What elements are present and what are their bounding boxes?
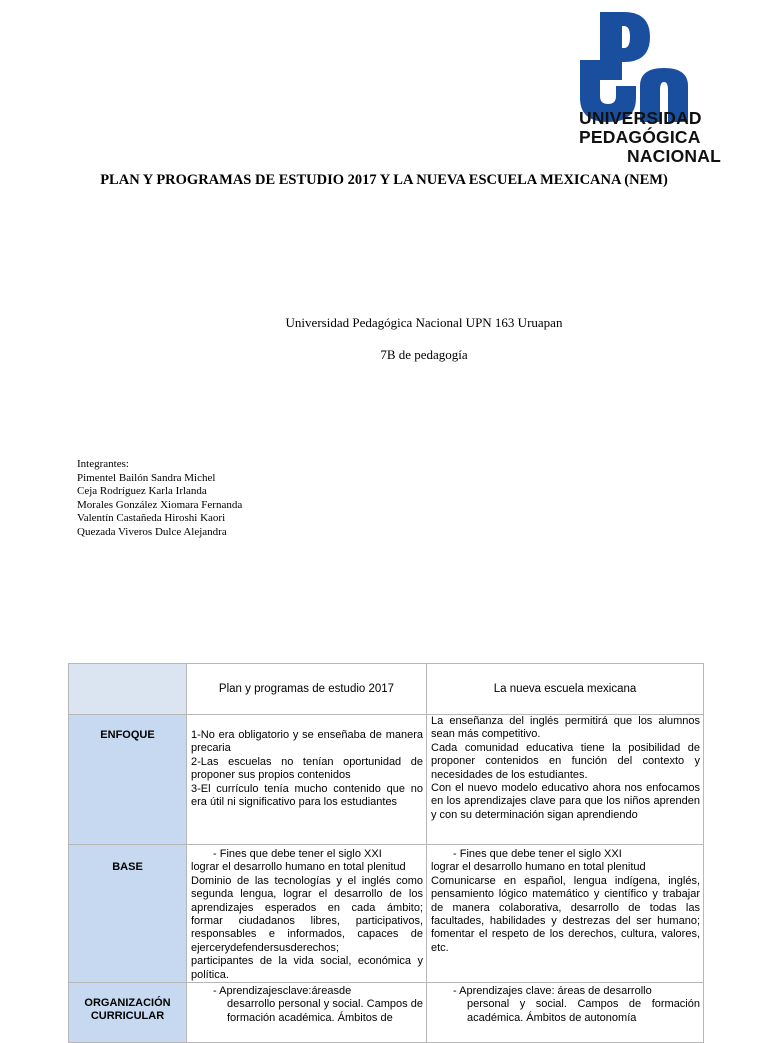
- logo-text-nacional: NACIONAL: [627, 146, 721, 166]
- member-name: Ceja Rodríguez Karla Irlanda: [77, 485, 207, 497]
- cell-base-plan: [187, 845, 427, 983]
- table-corner-cell: [69, 664, 187, 715]
- member-name: Pimentel Bailón Sandra Michel: [77, 471, 216, 484]
- group-name: 7B de pedagogía: [380, 347, 468, 362]
- upn-logo-mark: [578, 10, 763, 122]
- bullet-item: - Aprendizajesclave:áreasde: [213, 985, 352, 998]
- cell-enfoque-plan: [187, 715, 427, 845]
- cell-text: lograr el desarrollo humano en total plenitud: [191, 861, 406, 874]
- bullet-item: - Aprendizajes clave: áreas de desarrollo: [453, 985, 652, 998]
- table-row: [69, 845, 704, 983]
- table-row: [69, 983, 704, 1043]
- cell-organizacion-plan: [187, 983, 427, 1043]
- bullet-item: - Fines que debe tener el siglo XXI: [453, 848, 622, 860]
- header-plan-2017: Plan y programas de estudio 2017: [187, 664, 427, 715]
- table-row: [69, 715, 704, 845]
- upn-logo: [578, 10, 763, 170]
- logo-text-universidad: UNIVERSIDAD: [579, 108, 702, 128]
- cell-text: 3-El currículo tenía mucho contenido que no era útil ni significativo para los estudiantes: [191, 782, 423, 809]
- row-label-enfoque: [69, 715, 187, 845]
- cell-text: personal y social. Campos de formación académica. Ámbitos de autonomía: [467, 998, 700, 1024]
- cell-text: 1-No era obligatorio y se enseñaba de manera precaria: [191, 729, 423, 755]
- cell-text: 2-Las escuelas no tenían oportunidad de proponer sus propios contenidos: [191, 755, 423, 782]
- row-label-text: ORGANIZACIÓN CURRICULAR: [84, 997, 171, 1023]
- cell-text: Dominio de las tecnologías y el inglés como segunda lengua, lograr el desarrollo de los aprendizajes esperados en cada ámbito; formar ciudadanos libres, participativos, responsables e informados, capaces de ejercerydefendersusderechos;: [191, 874, 423, 954]
- row-label-organizacion: [69, 983, 187, 1043]
- cell-text: desarrollo personal y social. Campos de formación académica. Ámbitos de: [227, 998, 423, 1024]
- row-label-text: ENFOQUE: [100, 729, 155, 741]
- institution-name: Universidad Pedagógica Nacional UPN 163 Uruapan: [285, 315, 563, 330]
- bullet-item: - Fines que debe tener el siglo XXI: [213, 848, 382, 860]
- cell-text: lograr el desarrollo humano en total plenitud: [431, 861, 646, 874]
- members-list: [77, 458, 242, 539]
- member-name: Morales González Xiomara Fernanda: [77, 498, 243, 511]
- cell-text: participantes de la vida social, económica y política.: [191, 955, 423, 981]
- header-nueva-escuela: La nueva escuela mexicana: [427, 664, 704, 715]
- row-label-base: [69, 845, 187, 983]
- member-name: Valentín Castañeda Hiroshi Kaori: [77, 512, 226, 524]
- cell-enfoque-nem: [427, 715, 704, 845]
- cell-text: La enseñanza del inglés permitirá que los alumnos sean más competitivo.: [431, 715, 700, 741]
- comparison-table: [68, 663, 704, 1043]
- cell-text: Cada comunidad educativa tiene la posibilidad de proponer contenidos en función del contexto y necesidades de los estudiantes.: [431, 741, 700, 781]
- cell-text: Con el nuevo modelo educativo ahora nos enfocamos en los aprendizajes clave para que los niños aprenden y con su determinación sigan aprendiendo: [431, 782, 700, 821]
- logo-text-pedagogica: PEDAGÓGICA: [579, 127, 701, 147]
- row-label-text: BASE: [112, 861, 143, 873]
- cell-text: Comunicarse en español, lengua indígena, inglés, pensamiento lógico matemático y científico y trabajar de manera colaborativa, desarrollo de todas las facultades, habilidades y destrezas del ser humano; fomentar el respeto de los derechos, cultura, valores, etc.: [431, 874, 700, 954]
- member-name: Quezada Viveros Dulce Alejandra: [77, 525, 227, 538]
- members-label: Integrantes:: [77, 458, 129, 470]
- cell-organizacion-nem: [427, 983, 704, 1043]
- table-header-row: [69, 664, 704, 715]
- document-title: PLAN Y PROGRAMAS DE ESTUDIO 2017 Y LA NUEVA ESCUELA MEXICANA (NEM): [100, 172, 668, 188]
- cell-base-nem: [427, 845, 704, 983]
